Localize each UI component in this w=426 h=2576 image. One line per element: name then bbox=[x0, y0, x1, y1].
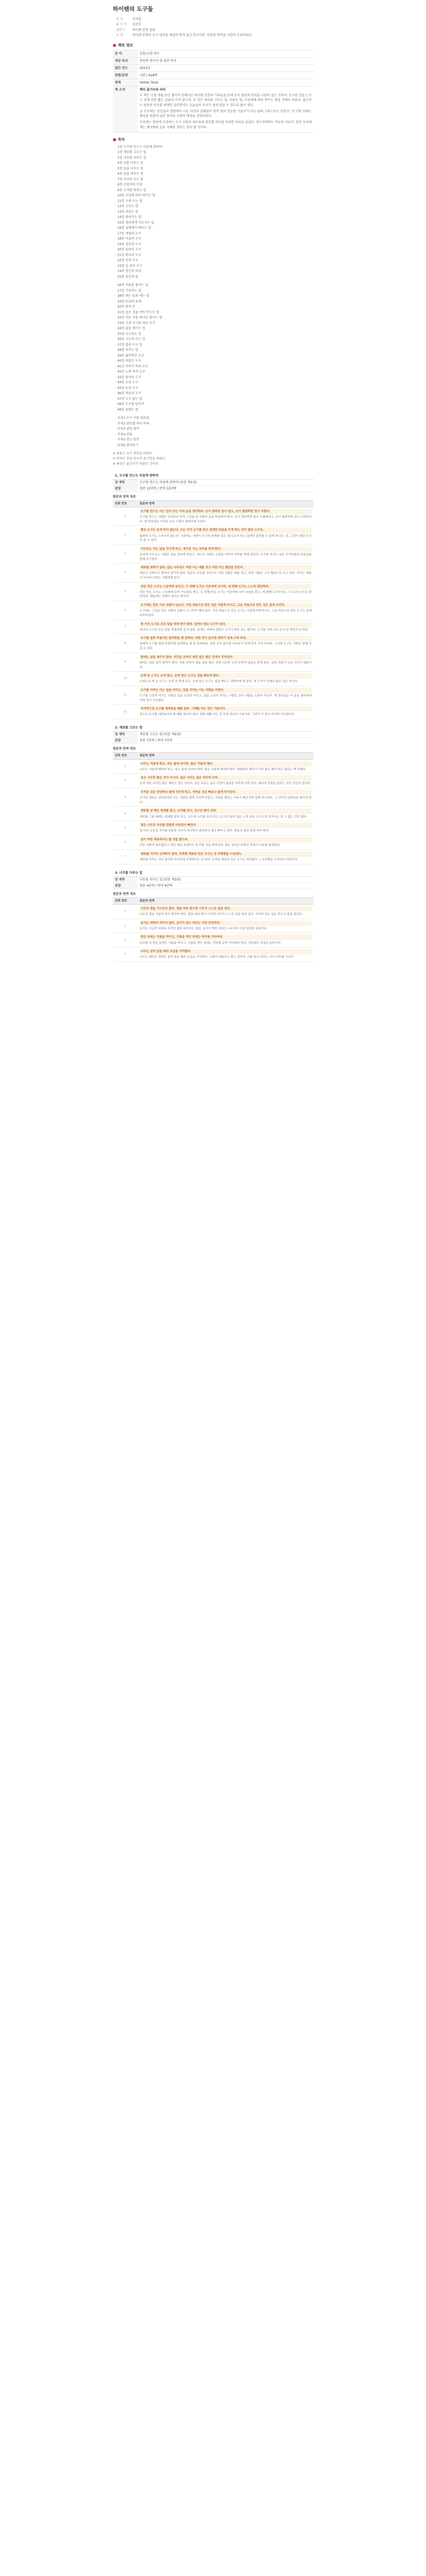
col-text-header: 원문과 번역 bbox=[138, 500, 314, 507]
chapter-subhead: 원문과 번역 대조 bbox=[113, 495, 136, 499]
bullet-icon: ■ bbox=[113, 43, 116, 47]
original-text: 서두르는 이는 날을 무디게 하고, 게으른 이는 자루를 썩게 한다. bbox=[140, 547, 312, 552]
table-of-contents bbox=[115, 145, 314, 449]
paragraph-cell bbox=[138, 601, 314, 620]
chapter-info bbox=[113, 732, 314, 744]
info-value: 문헌학 연구자 및 일반 독자 bbox=[138, 58, 314, 65]
lines-header bbox=[113, 897, 314, 904]
toc-heading bbox=[113, 137, 314, 143]
info-table bbox=[113, 50, 314, 87]
summary-heading: 책의 줄거리와 의의 bbox=[140, 88, 166, 92]
chapter-info-row bbox=[113, 732, 314, 738]
toc-item: · 48장 도구를 넘어서 bbox=[115, 402, 314, 408]
original-text: 밤에는 날을 세우지 말라. 어두운 곳에서 세운 날은 밝은 곳에서 무뎌진다. bbox=[140, 655, 312, 660]
chapter-subhead: 원문과 번역 대조 bbox=[113, 892, 136, 896]
chapter-title: 2. 재료를 고르는 법 bbox=[113, 724, 314, 732]
toc-item: · 40장 되찾은 도구 bbox=[115, 359, 314, 364]
toc-heading-text: 목차 bbox=[117, 138, 125, 142]
translation-text: 끝으로 도구를 내려놓아야 할 때를 알아야 한다. 멈출 때를 아는 것 또한 하나의 기술이며, 그것이 이 장의 마지막 가르침이다. bbox=[140, 713, 296, 717]
toc-item: · 46장 마음과 도구 bbox=[115, 391, 314, 397]
translation-text: 나무의 결을 거슬러 깎지 말아야 한다. 결을 따라 깎아 나가면 나무가 스스로 길을 열어 준다. 억지로 하는 일은 반드시 흠을 남긴다. bbox=[140, 913, 303, 917]
toc-item: · 47장 도구 없는 일 bbox=[115, 397, 314, 402]
toc-item: · 14장 물려주는 법 bbox=[115, 215, 314, 221]
chapter-subhead: 원문과 번역 대조 bbox=[113, 747, 136, 751]
chapter-info-value: 재료를 고르는 법 (원문 제2권) bbox=[138, 732, 314, 738]
meta-value: 김준호 bbox=[132, 23, 142, 26]
toc-item: · 11장 오래 쓰는 법 bbox=[115, 199, 314, 205]
original-text: 나무는 겨울에 베고, 쇠는 봄에 녹이며, 돌은 가을에 캐라. bbox=[140, 761, 312, 767]
toc-item: · 17장 계절과 도구 bbox=[115, 231, 314, 237]
table-row bbox=[113, 919, 314, 933]
chapter-info-value: 원문 12단락 / 번역 12단락 bbox=[138, 485, 314, 492]
table-row bbox=[113, 788, 314, 807]
bullet-icon: ■ bbox=[113, 138, 116, 142]
toc-item: · 49장 끝맺는 말 bbox=[115, 408, 314, 413]
summary-table bbox=[113, 86, 314, 133]
meta-key: 옮 긴 이 bbox=[116, 23, 127, 26]
toc-item: · 5장 돌을 다루는 일 bbox=[115, 166, 314, 172]
table-row bbox=[113, 850, 314, 864]
translation-text: 재료를 아끼는 것은 좋지만 지나치게 인색해서는 안 된다. 모자란 재료로 만든 도구는 머지않아 그 모자람을 드러내기 마련이다. bbox=[140, 858, 298, 861]
table-row bbox=[113, 601, 314, 620]
translation-text: 급하게 서두르는 사람은 날을 상하게 만들고, 게으른 사람은 손질을 미루어 자루를 썩게 만든다. 도구를 지키는 일은 부지런함과 참을성을 함께 요구한다. bbox=[140, 553, 312, 561]
toc-item: · 4장 쇠를 다루는 일 bbox=[115, 161, 314, 166]
original-text: 곧은 나무만 좋은 것이 아니다. 굽은 나무는 굽은 자리에 쓰라. bbox=[140, 775, 312, 781]
paragraph-cell bbox=[138, 634, 314, 653]
paragraph-number: 8 bbox=[113, 634, 138, 653]
col-line-header: 단락 번호 bbox=[113, 753, 138, 759]
summary-paragraph: 이 책은 오랜 세월 동안 흩어져 전해지던 하이텐 문헌의 기록들을 한데 모아 원문과 번역을 나란히 실은 것이다. 도구를 만들고 쓰는 일에 관한 짧은 글들이 모여 있으며, 각 장은 재료를 고르는 법, 다듬는 법, 쓰임새에 따라 바꾸는 법을 차례로 다룬다. 옮긴이는 원문의 어조를 최대한 살리면서도 오늘날의 독자가 쉽게 읽을 수 있도록 풀어 썼다. bbox=[140, 94, 312, 107]
info-row bbox=[113, 65, 314, 72]
chapter-info-key: 장 제목 bbox=[113, 877, 138, 883]
paragraph-number: 2 bbox=[113, 774, 138, 788]
chapter-block bbox=[113, 870, 314, 962]
col-line-header: 단락 번호 bbox=[113, 897, 138, 904]
paragraph-number: 5 bbox=[113, 582, 138, 601]
info-key: 원제 bbox=[113, 79, 138, 87]
original-text: 한 가지 도구로 모든 일을 하려 하지 말라. 일마다 맞는 도구가 있다. bbox=[140, 622, 312, 627]
translation-text: 옹이는 가급적 피하되 무작정 잘라 버리지는 말라. 옹이가 박힌 자리는 나무에서 가장 단단한 부분이다. bbox=[140, 927, 268, 930]
table-row bbox=[113, 807, 314, 821]
paragraph-cell bbox=[138, 564, 314, 582]
note-line: ※ 원문은 초기 판본을 따랐다. bbox=[113, 452, 154, 456]
summary-paragraph: 부록에는 원문에 등장하는 도구 이름의 대조표와 판본별 차이를 정리한 목록을 실었다. 연구자에게는 비교의 자료가, 일반 독자에게는 옛사람의 손끝 지혜를 엿보는 창이 될 것이다. bbox=[140, 121, 312, 129]
paragraph-cell bbox=[138, 850, 314, 864]
paragraph-number: 3 bbox=[113, 545, 138, 563]
table-row bbox=[113, 582, 314, 601]
paragraph-number: 4 bbox=[113, 947, 138, 962]
toc-item: · 26장 이름을 붙이는 일 bbox=[115, 283, 314, 289]
paragraph-number: 2 bbox=[113, 919, 138, 933]
paragraph-cell bbox=[138, 807, 314, 821]
chapter-block bbox=[113, 472, 314, 719]
table-row bbox=[113, 620, 314, 634]
toc-item: · 45장 눈과 도구 bbox=[115, 386, 314, 392]
info-value: Heiten Tools bbox=[138, 79, 314, 87]
col-text-header: 원문과 번역 bbox=[138, 753, 314, 759]
paragraph-cell bbox=[138, 774, 314, 788]
toc-item: · 21장 바다의 도구 bbox=[115, 253, 314, 259]
translation-text: 오래도록 써 온 도구는 손에 꼭 맞게 되고, 손에 맞는 도구는 일을 빠르고 정확하게 해 준다. 새 도구가 언제나 좋은 것은 아니다. bbox=[140, 680, 298, 684]
toc-item: · 44장 손과 도구 bbox=[115, 380, 314, 386]
chapter-info bbox=[113, 877, 314, 889]
table-row bbox=[113, 836, 314, 850]
chapter-info-key: 분량 bbox=[113, 883, 138, 889]
note-line: ※ 번역은 현대 한국어 표기법을 따랐다. bbox=[113, 457, 166, 461]
note-line: ※ 해설은 옮긴이가 덧붙인 것이다. bbox=[113, 462, 159, 466]
original-text: 재료를 탓하지 말라. 같은 나무로도 어떤 이는 배를 짓고 어떤 이는 땔감을 만든다. bbox=[140, 565, 312, 570]
paragraph-number: 1 bbox=[113, 904, 138, 919]
toc-item: · 20장 들판의 도구 bbox=[115, 247, 314, 253]
original-text: 젖은 나무로 자루를 만들면 마르면서 빠진다. bbox=[140, 823, 312, 828]
original-text: 나무의 결을 거스르지 말라. 결을 따라 깎으면 나무가 스스로 길을 연다. bbox=[140, 906, 312, 911]
paragraph-number: 12 bbox=[113, 705, 138, 719]
toc-item: · 8장 손잡이의 모양 bbox=[115, 182, 314, 188]
info-key: 판형/분량 bbox=[113, 72, 138, 79]
book-meta bbox=[116, 17, 314, 39]
table-row bbox=[113, 821, 314, 836]
toc-item: · 29장 눈금의 유래 bbox=[115, 299, 314, 305]
paragraph-number: 2 bbox=[113, 526, 138, 545]
chapter-info-value: 나무를 다루는 일 (원문 제3권) bbox=[138, 877, 314, 883]
toc-item: · 12장 고치는 법 bbox=[115, 204, 314, 210]
lines-table bbox=[113, 752, 314, 864]
info-value: 2015년 bbox=[138, 65, 314, 72]
toc-item: · 36장 나누어 쓰는 일 bbox=[115, 337, 314, 343]
meta-key: 소 개 bbox=[116, 33, 123, 37]
toc-item: · 42장 노래 속의 도구 bbox=[115, 369, 314, 375]
chapter-info-value: 원문 7단락 / 번역 7단락 bbox=[138, 738, 314, 744]
content bbox=[113, 5, 314, 962]
toc-item: · 13장 버리는 법 bbox=[115, 210, 314, 215]
toc-item: · 39장 잃어버린 도구 bbox=[115, 353, 314, 359]
toc-item: · 35장 사고파는 일 bbox=[115, 332, 314, 337]
info-row bbox=[113, 50, 314, 58]
table-row bbox=[113, 653, 314, 671]
toc-item: · 33장 고쳐 쓰기와 새로 쓰기 bbox=[115, 321, 314, 327]
paragraph-cell bbox=[138, 821, 314, 836]
toc-item: · 9장 무게를 맞추는 일 bbox=[115, 188, 314, 194]
toc-group bbox=[115, 416, 314, 448]
info-value: 국판 / 628쪽 bbox=[138, 72, 314, 79]
translation-text: 덜 마른 나무로 자루를 만들면 나무가 마르면서 줄어들어 결국 빠지고 만다. 충분히 말린 뒤에 써야 한다. bbox=[140, 829, 269, 833]
lines-table bbox=[113, 897, 314, 962]
chapter-info-key: 장 제목 bbox=[113, 732, 138, 738]
info-row bbox=[113, 72, 314, 79]
table-row bbox=[113, 526, 314, 545]
chapter-info-value: 도구를 만드는 마음에 관하여 (원문 제1권) bbox=[138, 480, 314, 486]
original-text: 좋은 도구는 눈에 띄지 않는다. 쓰는 이가 도구를 잊고 일에만 마음을 두게 하는 것이 참된 도구다. bbox=[140, 528, 312, 533]
summary-paragraph: 글 곳곳에는 장인들의 경험에서 나온 격언과 실패담이 섞여 있어 단순한 기술서가 아닌 삶의 기록으로도 읽힌다. 각 단락 뒤에는 해설을 덧붙여 낯선 용어와 시대적 배경을 설명하였다. bbox=[140, 109, 312, 118]
paragraph-number: 4 bbox=[113, 807, 138, 821]
toc-item: · 43장 꿈속의 도구 bbox=[115, 375, 314, 381]
info-row bbox=[113, 58, 314, 65]
table-row bbox=[113, 545, 314, 563]
paragraph-number: 4 bbox=[113, 564, 138, 582]
toc-item: · 38장 지키는 일 bbox=[115, 348, 314, 353]
toc-item: · 10장 쓰임에 따라 바꾸는 법 bbox=[115, 193, 314, 199]
paragraph-cell bbox=[138, 582, 314, 601]
toc-item: · 15장 제자에게 가르치는 일 bbox=[115, 221, 314, 226]
chapter-info-row bbox=[113, 738, 314, 744]
toc-group bbox=[115, 283, 314, 413]
meta-row bbox=[116, 17, 314, 23]
paragraph-number: 11 bbox=[113, 686, 138, 704]
translation-text: 밤에는 날을 갈지 말아야 한다. 어둠 속에서 세운 날은 밝은 곳에 나오면 금세 무뎌져 있음을 알게 된다. 급한 마음이 눈을 가리기 때문이다. bbox=[140, 661, 312, 669]
toc-item: · 23장 길 위의 도구 bbox=[115, 264, 314, 269]
chapter-info-value: 원문 4단락 / 번역 4단락 bbox=[138, 883, 314, 889]
toc-item: · 19장 집안의 도구 bbox=[115, 242, 314, 248]
translation-text: 도구에는 그것을 만든 사람의 성품이 고스란히 배어 있다. 거친 마음으로 만든 도구는 거칠게 다루어지고, 고운 마음으로 만든 도구는 곱게 다루어진다. bbox=[140, 609, 312, 617]
paragraph-number: 9 bbox=[113, 653, 138, 671]
paragraph-cell bbox=[138, 507, 314, 526]
table-row bbox=[113, 564, 314, 582]
original-text: 깎은 뒤에는 기름을 먹이고, 기름을 먹인 뒤에는 하루를 기다리라. bbox=[140, 935, 312, 940]
toc-item: · 부록4 연표 bbox=[115, 432, 314, 438]
paragraph-cell bbox=[138, 705, 314, 719]
meta-row bbox=[116, 33, 314, 39]
info-heading-text: 책의 정보 bbox=[117, 43, 133, 47]
toc-item: · 24장 장인의 하루 bbox=[115, 269, 314, 275]
meta-row bbox=[116, 28, 314, 33]
meta-value: 하이텐 문헌의 초기 판본을 해설과 함께 옮긴 한국어판. 원문과 번역을 나란히 수록하였다. bbox=[132, 33, 253, 37]
table-row bbox=[113, 774, 314, 788]
paragraph-number: 7 bbox=[113, 620, 138, 634]
table-row bbox=[113, 705, 314, 719]
table-row bbox=[113, 634, 314, 653]
toc-item: · 3장 나무를 다루는 일 bbox=[115, 156, 314, 161]
table-row bbox=[113, 947, 314, 962]
original-text: 나무는 살아 있을 때의 모습을 기억한다. bbox=[140, 949, 312, 954]
summary-text bbox=[140, 93, 312, 130]
paragraph-number: 3 bbox=[113, 933, 138, 947]
paragraph-cell bbox=[138, 672, 314, 686]
paragraph-number: 1 bbox=[113, 759, 138, 774]
toc-item: · 25장 장인의 말 bbox=[115, 275, 314, 280]
table-row bbox=[113, 672, 314, 686]
info-key: 발간 연도 bbox=[113, 65, 138, 72]
original-text: 남이 버린 재료에서도 쓸 것을 찾으라. bbox=[140, 837, 312, 842]
chapter-info-key: 분량 bbox=[113, 738, 138, 744]
paragraph-number: 1 bbox=[113, 507, 138, 526]
original-text: 도구에는 만든 이의 성품이 남는다. 거친 마음으로 만든 것은 거칠게 쓰이고, 고운 마음으로 만든 것은 곱게 쓰인다. bbox=[140, 603, 312, 608]
translation-text: 재료를 고를 때에는 냄새를 맡아 보고, 두드려 소리를 들어 보고, 손으로 쓸어 결을 느껴 보라. 눈으로만 보아서는 알 수 없는 것이 많다. bbox=[140, 815, 308, 819]
paragraph-cell bbox=[138, 759, 314, 774]
table-row bbox=[113, 686, 314, 704]
paragraph-number: 6 bbox=[113, 601, 138, 620]
paragraph-cell bbox=[138, 788, 314, 807]
info-value: 인문/고전 연구 bbox=[138, 50, 314, 58]
translation-text: 재료가 나쁘다고 탓하지 말아야 한다. 똑같은 나무를 가지고도 어떤 사람은 배를 짓고, 어떤 사람은 그저 땔감으로 쓰고 만다. 차이는 재료가 아니라 다루는 사람에게 있다. bbox=[140, 572, 312, 580]
paragraph-cell bbox=[138, 620, 314, 634]
toc-group bbox=[115, 145, 314, 280]
toc-item: · 18장 마을의 도구 bbox=[115, 236, 314, 242]
translation-text: 훌륭한 도구는 드러나지 않는다. 사용하는 사람이 도구의 존재를 잊은 채 오로지 하는 일에만 집중할 수 있게 해 주는 것, 그것이 참된 도구라 할 수 있다. bbox=[140, 534, 312, 543]
lines-table bbox=[113, 500, 314, 719]
chapter-info-row bbox=[113, 480, 314, 486]
original-text: 옹이는 피하되 버리지 말라. 옹이가 있는 자리는 가장 단단하다. bbox=[140, 921, 312, 926]
paragraph-number: 10 bbox=[113, 672, 138, 686]
chapter-info-row bbox=[113, 883, 314, 889]
chapter-info-key: 분량 bbox=[113, 485, 138, 492]
toc-item: · 부록6 찾아보기 bbox=[115, 443, 314, 449]
toc-item: · 34장 값을 매기는 일 bbox=[115, 326, 314, 332]
chapter-info-row bbox=[113, 877, 314, 883]
chapter-title: 1. 도구를 만드는 마음에 관하여 bbox=[113, 472, 314, 480]
toc-item: · 32장 다른 것을 하나로 합치는 법 bbox=[115, 315, 314, 321]
translation-text: 나무를 다 깎은 뒤에는 기름을 먹이고, 기름을 먹인 뒤에는 하루를 꼬박 기다려야 한다. 기다림도 작업의 일부이다. bbox=[140, 941, 282, 945]
meta-key: 출판사 bbox=[116, 28, 125, 32]
paragraph-cell bbox=[138, 919, 314, 933]
toc-item: · 부록5 참고 문헌 bbox=[115, 437, 314, 443]
summary-cell bbox=[138, 87, 314, 133]
info-heading bbox=[113, 43, 314, 48]
original-text: 무거운 것은 단단하나 쉽게 지치게 하고, 가벼운 것은 빠르나 쉽게 부서진다. bbox=[140, 790, 312, 795]
original-text: 처음 만든 도구는 스승에게 보이고, 두 번째 도구는 이웃에게 보이며, 세 번째 도구는 스스로 판단하라. bbox=[140, 584, 312, 589]
meta-row bbox=[116, 22, 314, 28]
table-row bbox=[113, 933, 314, 947]
paragraph-cell bbox=[138, 836, 314, 850]
col-text-header: 원문과 번역 bbox=[138, 897, 314, 904]
info-key: 대상 독자 bbox=[113, 58, 138, 65]
book-title: 하이텐의 도구들 bbox=[113, 6, 154, 12]
paragraph-cell bbox=[138, 933, 314, 947]
translation-text: 다른 사람이 쓸모없다고 버린 재료 속에서도 쓸 만한 것을 찾아보라. 좋은 장인은 버려진 것에서 쓰임을 발견한다. bbox=[140, 844, 281, 848]
commentary bbox=[113, 472, 314, 962]
toc-item: · 6장 날을 세우는 법 bbox=[115, 172, 314, 177]
table-row bbox=[113, 507, 314, 526]
paragraph-cell bbox=[138, 526, 314, 545]
translation-text: 도구를 소중히 여기는 사람은 일을 소중히 여기고, 일을 소중히 여기는 사람은 결국 사람을 소중히 여긴다. 옛 장인들은 이 말을 제자에게 가장 먼저 가르쳤다. bbox=[140, 694, 312, 702]
info-key: 분 야 bbox=[113, 50, 138, 58]
meta-key: 저 자 bbox=[116, 17, 123, 21]
toc-item: · 부록2 판본별 차이 목록 bbox=[115, 421, 314, 427]
info-row bbox=[113, 79, 314, 87]
paragraph-cell bbox=[138, 653, 314, 671]
toc-item: · 30장 틀과 본 bbox=[115, 304, 314, 310]
toc-item: · 41장 이야기 속의 도구 bbox=[115, 364, 314, 370]
original-text: 재료를 살 때는 냄새를 맡고, 소리를 듣고, 손으로 쓸어 보라. bbox=[140, 808, 312, 814]
chapter-info-key: 장 제목 bbox=[113, 480, 138, 486]
translation-text: 곧게 자란 나무만 좋은 재료인 것은 아니다. 굽은 나무는 굽은 모양이 필요한 자리에 쓰면 된다. 재료의 성질을 살리는 것이 장인의 일이다. bbox=[140, 782, 311, 786]
translation-text: 나무는 겨울에 베어야 하고, 쇠는 봄에 녹여야 하며, 돌은 가을에 캐내야 한다. 계절마다 재료가 가장 좋은 때가 따로 있다는 옛 지혜다. bbox=[140, 768, 306, 771]
toc-item: · 7장 자루를 다는 법 bbox=[115, 177, 314, 183]
meta-value: 하이텐 문헌 출판 bbox=[132, 28, 156, 32]
translation-text: 도구를 만드는 사람은 무엇보다 먼저 그것을 쓸 사람의 손을 떠올려야 한다. 손이 편안하면 일이 수월해지고, 손이 불편하면 일이 고되어진다. 옛 장인들은 이것을 모든 기술의 첫머리에 두었다. bbox=[140, 516, 312, 523]
translation-text: 나무는 베어진 뒤에도 살아 있을 때의 모습을 기억한다. 그래서 뒤틀리고 휘는 것이다. 이를 알고 다루는 이가 나무를 이긴다. bbox=[140, 956, 295, 959]
table-row bbox=[113, 904, 314, 919]
paragraph-number: 7 bbox=[113, 850, 138, 864]
toc-item: · 22장 산의 도구 bbox=[115, 258, 314, 264]
col-line-header: 단락 번호 bbox=[113, 500, 138, 507]
original-text: 재료를 아끼되 인색하지 말라. 부족한 재료로 만든 도구는 곧 부족함을 드러낸다. bbox=[140, 852, 312, 857]
original-text: 도구를 아끼는 이는 일을 아끼고, 일을 아끼는 이는 사람을 아낀다. bbox=[140, 688, 312, 693]
paragraph-number: 5 bbox=[113, 821, 138, 836]
original-text: 도구를 만드는 이는 먼저 쓰는 이의 손을 생각하라. 손이 편하면 일이 쉽고, 손이 불편하면 일이 어렵다. bbox=[140, 509, 312, 514]
translation-text: 남에게 도구를 빌려 주었다면 돌려받을 때 잘 살펴보라. 상한 곳이 있으면 나무라기 전에 먼저 고쳐 주어라. 그러면 도구도 사람도 함께 지킬 수 있다. bbox=[140, 642, 312, 651]
chapter-title: 3. 나무를 다루는 일 bbox=[113, 870, 314, 877]
translation-text: 무거운 재료는 단단하지만 쓰는 사람을 쉽게 지치게 만들고, 가벼운 재료는 다루기 빠르지만 쉽게 부서진다. 그 사이의 알맞음을 찾아야 한다. bbox=[140, 796, 312, 804]
notes bbox=[113, 451, 314, 467]
paragraph-cell bbox=[138, 947, 314, 962]
original-text: 마지막으로 도구를 내려놓을 때를 알라. 그때를 아는 것도 기술이다. bbox=[140, 706, 312, 711]
paragraph-cell bbox=[138, 904, 314, 919]
meta-value: 이서훈 bbox=[132, 17, 142, 21]
toc-item: · 28장 세는 법과 재는 법 bbox=[115, 294, 314, 299]
paragraph-number: 6 bbox=[113, 836, 138, 850]
toc-item: · 37장 빌려 쓰는 일 bbox=[115, 343, 314, 348]
summary-label: 책 소개 bbox=[113, 87, 138, 133]
toc-item: · 1장 도구를 만드는 마음에 관하여 bbox=[115, 145, 314, 150]
translation-text: 하나의 도구로 모든 일을 해결하려 들지 말라. 일에는 저마다 알맞은 도구가 따로 있는 법이다. 도구를 가려 쓰는 눈이 곧 장인의 눈이다. bbox=[140, 628, 309, 632]
chapter-block bbox=[113, 724, 314, 864]
toc-item: · 27장 기록하는 일 bbox=[115, 289, 314, 294]
chapter-info-row bbox=[113, 485, 314, 492]
lines-header bbox=[113, 500, 314, 507]
chapter-info bbox=[113, 480, 314, 492]
paragraph-number: 3 bbox=[113, 788, 138, 807]
toc-item: · 부록1 도구 이름 대조표 bbox=[115, 416, 314, 421]
toc-item: · 16장 실패에서 배우는 일 bbox=[115, 226, 314, 231]
paragraph-cell bbox=[138, 545, 314, 563]
toc-item: · 2장 재료를 고르는 법 bbox=[115, 150, 314, 156]
table-row bbox=[113, 759, 314, 774]
paragraph-cell bbox=[138, 686, 314, 704]
toc-item: · 부록3 낱말 풀이 bbox=[115, 427, 314, 432]
original-text: 오래 쓴 도구는 손에 맞고, 손에 맞는 도구는 일을 빠르게 한다. bbox=[140, 673, 312, 679]
lines-header bbox=[113, 753, 314, 759]
toc-item: · 31장 같은 것을 여럿 만드는 법 bbox=[115, 310, 314, 316]
original-text: 도구를 빌려 주었거든 돌려받을 때 살피라. 상한 곳이 있으면 탓하기 전에 고쳐 주라. bbox=[140, 636, 312, 641]
translation-text: 처음 만든 도구는 스승에게 보여 가르침을 받고, 두 번째 만든 도구는 이웃에게 보여 쓰임을 묻고, 세 번째 도구부터는 스스로의 눈으로 판단하라. 배움에는 차례가 있다는 뜻이다. bbox=[140, 590, 312, 599]
